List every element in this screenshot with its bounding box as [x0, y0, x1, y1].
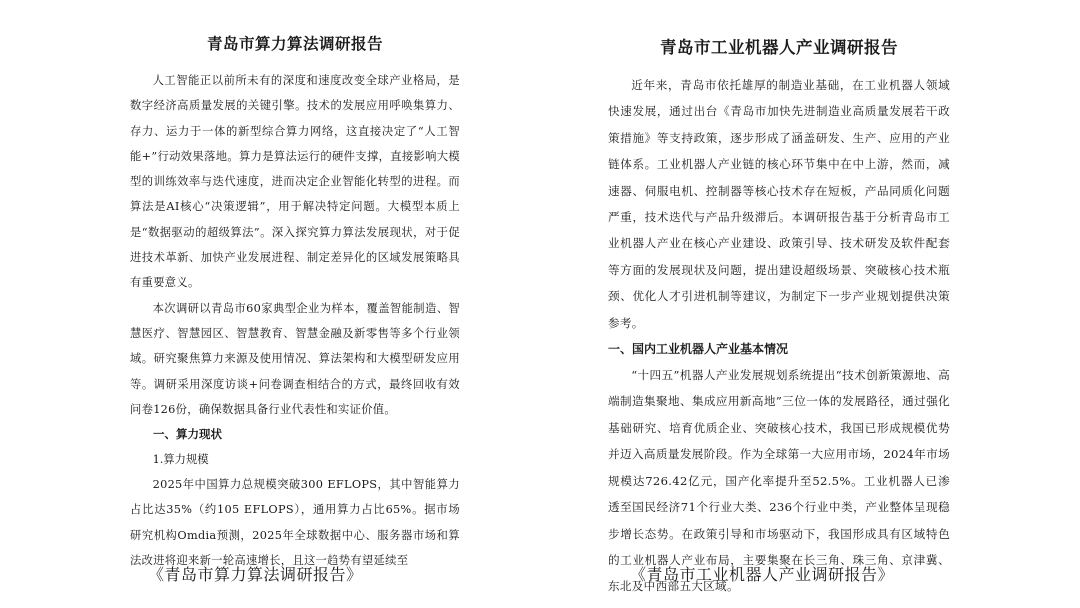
- right-intro-paragraph: 近年来，青岛市依托雄厚的制造业基础，在工业机器人领域快速发展，通过出台《青岛市加快先进制造业高质量发展若干政策措施》等支持政策，逐步形成了涵盖研发、生产、应用的产业链体系。工业机器人产业链的核心环节集中在中上游，然而，减速器、伺服电机、控制器等核心技术存在短板，产品同质化问题严重，技术迭代与产品升级滞后。本调研报告基于分析青岛市工业机器人产业在核心产业建设、政策引导、技术研发及软件配套等方面的发展现状及问题，提出建设超级场景、突破核心技术瓶颈、优化人才引进机制等建议，为制定下一步产业规划提供决策参考。: [608, 78, 950, 330]
- left-intro-paragraph: 人工智能正以前所未有的深度和速度改变全球产业格局，是数字经济高质量发展的关键引擎。技术的发展应用呼唤集算力、存力、运力于一体的新型综合算力网络，这直接决定了“人工智能+”行动效果落地。算力是算法运行的硬件支撑，直接影响大模型的训练效率与迭代速度，进而决定企业智能化转型的进程。而算法是AI核心“决策逻辑”，用于解决特定问题。大模型本质上是“数据驱动的超级算法”。深入探究算力算法发展现状，对于促进技术革新、加快产业发展进程、制定差异化的区域发展策略具有重要意义。: [130, 74, 460, 290]
- left-section-heading: 一、算力现状: [153, 427, 222, 442]
- right-report-page: [608, 0, 950, 600]
- right-report-title: 青岛市工业机器人产业调研报告: [660, 38, 898, 57]
- left-report-caption: 《青岛市算力算法调研报告》: [148, 565, 363, 584]
- right-industry-paragraph: “十四五”机器人产业发展规划系统提出“技术创新策源地、高端制造集聚地、集成应用新高地”三位一体的发展路径，通过强化基础研究、培育优质企业、突破核心技术，我国已形成规模优势并迈入高质量发展阶段。作为全球第一大应用市场，2024年市场规模达726.42亿元，国产化率提升至52.5%。工业机器人已渗透至国民经济71个行业大类、236个行业中类，产业整体呈现稳步增长态势。在政策引导和市场驱动下，我国形成具有区域特色的工业机器人产业布局，主要集聚在长三角、珠三角、京津冀、东北及中西部五大区域。: [608, 368, 950, 594]
- left-method-paragraph: 本次调研以青岛市60家典型企业为样本，覆盖智能制造、智慧医疗、智慧园区、智慧教育、智慧金融及新零售等多个行业领域。研究聚焦算力来源及使用情况、算法架构和大模型研发应用等。调研采用深度访谈+问卷调查相结合的方式，最终回收有效问卷126份，确保数据具备行业代表性和实证价值。: [130, 301, 460, 416]
- left-report-title: 青岛市算力算法调研报告: [206, 35, 383, 53]
- right-section-heading: 一、国内工业机器人产业基本情况: [608, 342, 789, 357]
- right-report-caption: 《青岛市工业机器人产业调研报告》: [630, 565, 895, 584]
- left-scale-paragraph: 2025年中国算力总规模突破300 EFLOPS，其中智能算力占比达35%（约105 EFLOPS），通用算力占比65%。据市场研究机构Omdia预测，2025年全球数据中心、服务器市场和算法改进将迎来新一轮高速增长，且这一趋势有望延续至: [130, 478, 460, 568]
- left-report-page: [130, 0, 460, 573]
- left-subsection-heading: 1.算力规模: [152, 453, 209, 467]
